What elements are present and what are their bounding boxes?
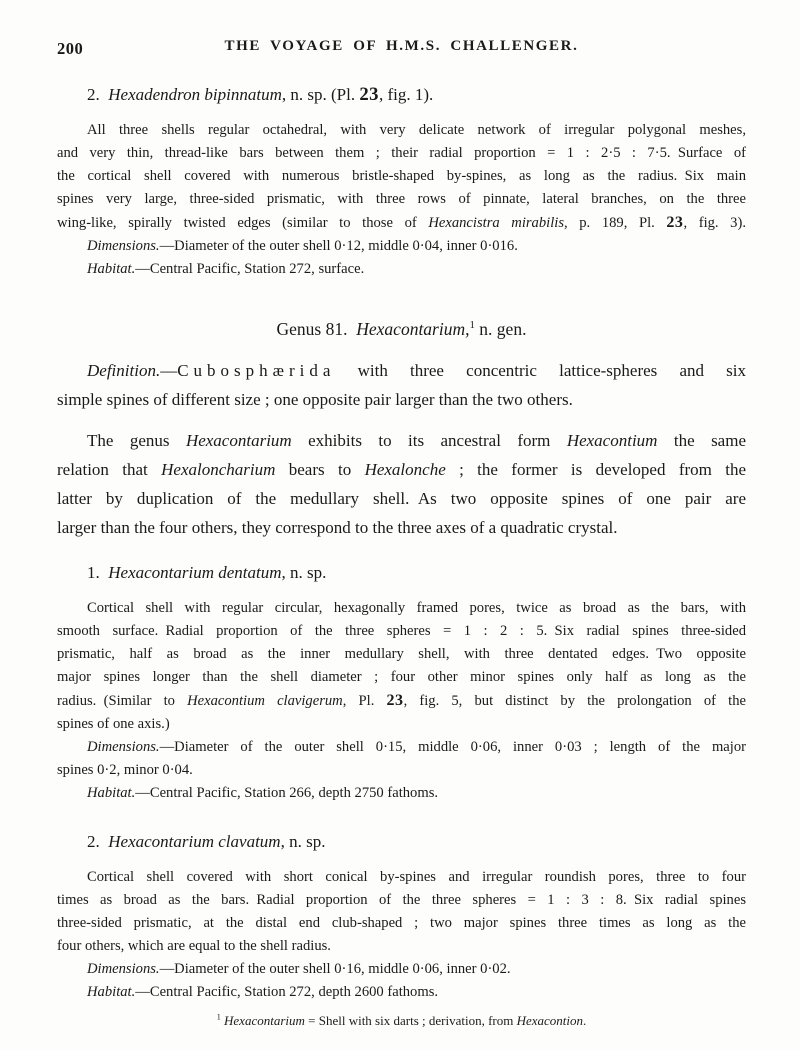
species-heading-dentatum: 1. Hexacontarium dentatum, n. sp. <box>87 563 327 582</box>
text-line: Cortical shell with regular circular, hexagonally framed pores, twice as broad as the bars, with <box>87 600 746 616</box>
page-number: 200 <box>57 39 84 58</box>
species-heading-bipinnatum: 2. Hexadendron bipinnatum, n. sp. (Pl. 23, fig. 1). <box>87 84 434 105</box>
clavatum-dimensions <box>57 958 746 981</box>
dentatum-description <box>57 597 746 736</box>
text-line: times as broad as the bars. Radial proportion of the three spheres = 1 : 3 : 8. Six radial spines <box>57 892 746 908</box>
dentatum-dimensions <box>57 736 746 782</box>
genus-heading: Genus 81. Hexacontarium,$^1$ n. gen. <box>276 319 527 339</box>
text-line: Cortical shell covered with short conical by-spines and irregular roundish pores, three to four <box>87 869 746 885</box>
text-line: latter by duplication of the medullary shell. As two opposite spines of one pair are <box>57 489 746 508</box>
species-heading-clavatum: 2. Hexacontarium clavatum, n. sp. <box>87 832 326 851</box>
text-line: The genus Hexacontarium exhibits to its ancestral form Hexacontium the same <box>87 431 746 450</box>
bipinnatum-description <box>57 119 746 235</box>
clavatum-description <box>57 866 746 958</box>
genus-definition <box>57 356 746 414</box>
text-line: Habitat.—Central Pacific, Station 272, depth 2600 fathoms. <box>87 984 439 1000</box>
text-line: spines of one axis.) <box>57 716 170 732</box>
text-line: and very thin, thread-like bars between them ; their radial proportion = 1 : 2·5 : 7·5. Surface of <box>57 145 746 161</box>
text-line: All three shells regular octahedral, with very delicate network of irregular polygonal meshes, <box>87 122 746 138</box>
bipinnatum-dimensions <box>57 235 746 258</box>
text-line: Dimensions.—Diameter of the outer shell 0·12, middle 0·04, inner 0·016. <box>87 238 518 254</box>
clavatum-habitat <box>57 981 746 1004</box>
text-line: Definition.—Cubosphærida with three concentric lattice-spheres and six <box>87 361 746 380</box>
text-line: Habitat.—Central Pacific, Station 272, surface. <box>87 261 365 277</box>
text-line: smooth surface. Radial proportion of the three spheres = 1 : 2 : 5. Six radial spines three-sided <box>57 623 746 639</box>
bipinnatum-habitat <box>57 258 746 281</box>
text-line: Habitat.—Central Pacific, Station 266, depth 2750 fathoms. <box>87 785 439 801</box>
footnote: $^1$ Hexacontarium = Shell with six darts ; derivation, from Hexacontion. <box>216 1012 587 1028</box>
genus-discussion <box>57 426 746 542</box>
text-line: four others, which are equal to the shell radius. <box>57 938 331 954</box>
text-line: relation that Hexaloncharium bears to Hexalonche ; the former is developed from the <box>57 460 746 479</box>
text-line: Dimensions.—Diameter of the outer shell 0·15, middle 0·06, inner 0·03 ; length of the major <box>87 739 746 755</box>
text-line: larger than the four others, they correspond to the three axes of a quadratic crystal. <box>57 518 618 537</box>
text-line: prismatic, half as broad as the inner medullary shell, with three dentated edges. Two opposite <box>57 646 746 662</box>
dentatum-habitat <box>57 782 746 805</box>
text-line: the cortical shell covered with numerous bristle-shaped by-spines, as long as the radius. Six main <box>57 168 746 184</box>
text-line: major spines longer than the shell diameter ; four other minor spines only half as long as the <box>57 669 746 685</box>
text-line: simple spines of different size ; one opposite pair larger than the two others. <box>57 390 573 409</box>
text-line: Dimensions.—Diameter of the outer shell 0·16, middle 0·06, inner 0·02. <box>87 961 511 977</box>
text-line: wing-like, spirally twisted edges (similar to those of Hexancistra mirabilis, p. 189, Pl. 23, fig. 3). <box>57 214 746 231</box>
text-line: spines 0·2, minor 0·04. <box>57 762 193 778</box>
text-line: spines very large, three-sided prismatic, with three rows of pinnate, lateral branches, on the three <box>57 191 746 207</box>
text-line: three-sided prismatic, at the distal end club-shaped ; two major spines three times as long as the <box>57 915 746 931</box>
running-header <box>57 38 746 58</box>
running-title: THE VOYAGE OF H.M.S. CHALLENGER. <box>224 38 579 54</box>
text-line: radius. (Similar to Hexacontium clavigerum, Pl. 23, fig. 5, but distinct by the prolongation of the <box>57 692 747 709</box>
